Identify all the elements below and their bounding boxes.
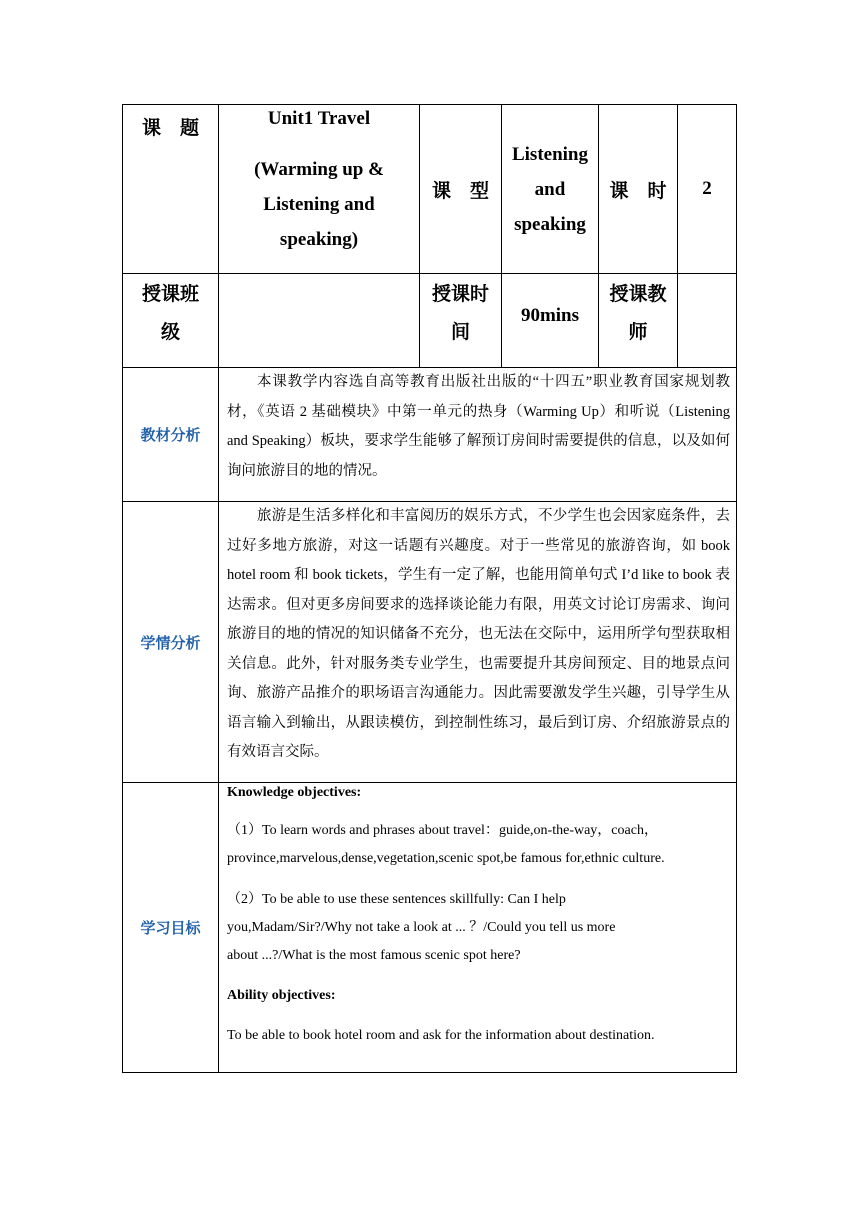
ability-objectives-heading: Ability objectives:: [227, 988, 336, 1003]
type-label: 课 型: [431, 180, 489, 202]
hours-value: 2: [702, 178, 712, 199]
time-label-line-1: 授课时: [431, 284, 489, 305]
lesson-title: Unit1 Travel: [267, 108, 371, 129]
knowledge-objective-2-line-3: about ...?/What is the most famous scenic spot here?: [227, 948, 521, 963]
knowledge-objective-2-line-2: you,Madam/Sir?/Why not take a look at ... ？/Could you tell us more: [227, 920, 616, 935]
hours-label: 课 时: [609, 180, 667, 202]
lesson-plan-table: [122, 104, 737, 1073]
time-label-cell: [420, 274, 502, 368]
textbook-analysis-label: 教材分析: [140, 428, 201, 444]
objectives-label-cell: [123, 783, 219, 1073]
objectives-row: [123, 783, 737, 1073]
time-value-cell: [502, 274, 599, 368]
class-label-line-2: 级: [160, 322, 180, 343]
info-row: [123, 274, 737, 368]
lesson-subtitle-line-1: (Warming up &: [254, 159, 384, 180]
teacher-label-line-1: 授课教: [609, 284, 667, 305]
textbook-analysis-text: 本课教学内容选自高等教育出版社出版的“十四五”职业教育国家规划教材，《英语 2 基础模块》中第一单元的热身（Warming Up）和听说（Listening and Speaking）板块，要求学生能够了解预订房间时需要提供的信息，以及如何询问旅游目的地的情况。: [227, 374, 730, 479]
type-value-line-1: Listening: [511, 143, 589, 165]
teacher-label-line-2: 师: [628, 322, 648, 343]
class-label-line-1: 授课班: [141, 284, 199, 305]
type-label-cell: [420, 105, 502, 274]
lesson-subtitle-line-2: Listening and: [263, 194, 375, 215]
textbook-analysis-row: [123, 368, 737, 502]
teacher-label-cell: [599, 274, 678, 368]
student-analysis-label: 学情分析: [140, 635, 201, 652]
topic-label: 课 题: [141, 118, 199, 139]
student-analysis-cell: [219, 502, 737, 783]
knowledge-objective-2-line-1: （2）To be able to use these sentences skillfully: Can I help: [227, 892, 566, 907]
student-analysis-label-cell: [123, 502, 219, 783]
topic-label-cell: [123, 105, 219, 274]
knowledge-objectives-heading: Knowledge objectives:: [227, 785, 362, 800]
objectives-cell: [219, 783, 737, 1073]
class-value-cell: [219, 274, 420, 368]
time-label-line-2: 间: [450, 322, 470, 343]
lesson-title-cell: [219, 105, 420, 274]
type-value-line-2: and: [534, 178, 566, 200]
textbook-analysis-cell: [219, 368, 737, 502]
objectives-label: 学习目标: [140, 921, 201, 937]
lesson-subtitle-line-3: speaking): [279, 229, 359, 250]
textbook-analysis-label-cell: [123, 368, 219, 502]
type-value-line-3: speaking: [514, 213, 586, 235]
header-row: [123, 105, 737, 274]
teacher-value-cell: [678, 274, 737, 368]
type-value-cell: [502, 105, 599, 274]
ability-objective-text: To be able to book hotel room and ask for the information about destination.: [227, 1028, 655, 1043]
hours-value-cell: [678, 105, 737, 274]
student-analysis-row: [123, 502, 737, 783]
class-label-cell: [123, 274, 219, 368]
knowledge-objective-1: （1）To learn words and phrases about travel：guide,on-the-way，coach，province,marvelous,dense,vegetation,scenic spot,be famous for,ethnic culture.: [227, 823, 665, 866]
student-analysis-text: 旅游是生活多样化和丰富阅历的娱乐方式，不少学生也会因家庭条件，去过好多地方旅游，对这一话题有兴趣度。对于一些常见的旅游咨询，如 book hotel room 和 book tickets，学生有一定了解，也能用简单句式 I’d like to book 表达需求。但对更多房间要求的选择谈论能力有限，用英文讨论订房需求、询问旅游目的地的情况的知识储备不充分，也无法在交际中，运用所学句型获取相关信息。此外，针对服务类专业学生，也需要提升其房间预定、目的地景点问询、旅游产品推介的职场语言沟通能力。因此需要激发学生兴趣，引导学生从语言输入到输出，从跟读模仿，到控制性练习，最后到订房、介绍旅游景点的有效语言交际。: [227, 508, 730, 760]
hours-label-cell: [599, 105, 678, 274]
time-value: 90mins: [520, 304, 580, 326]
